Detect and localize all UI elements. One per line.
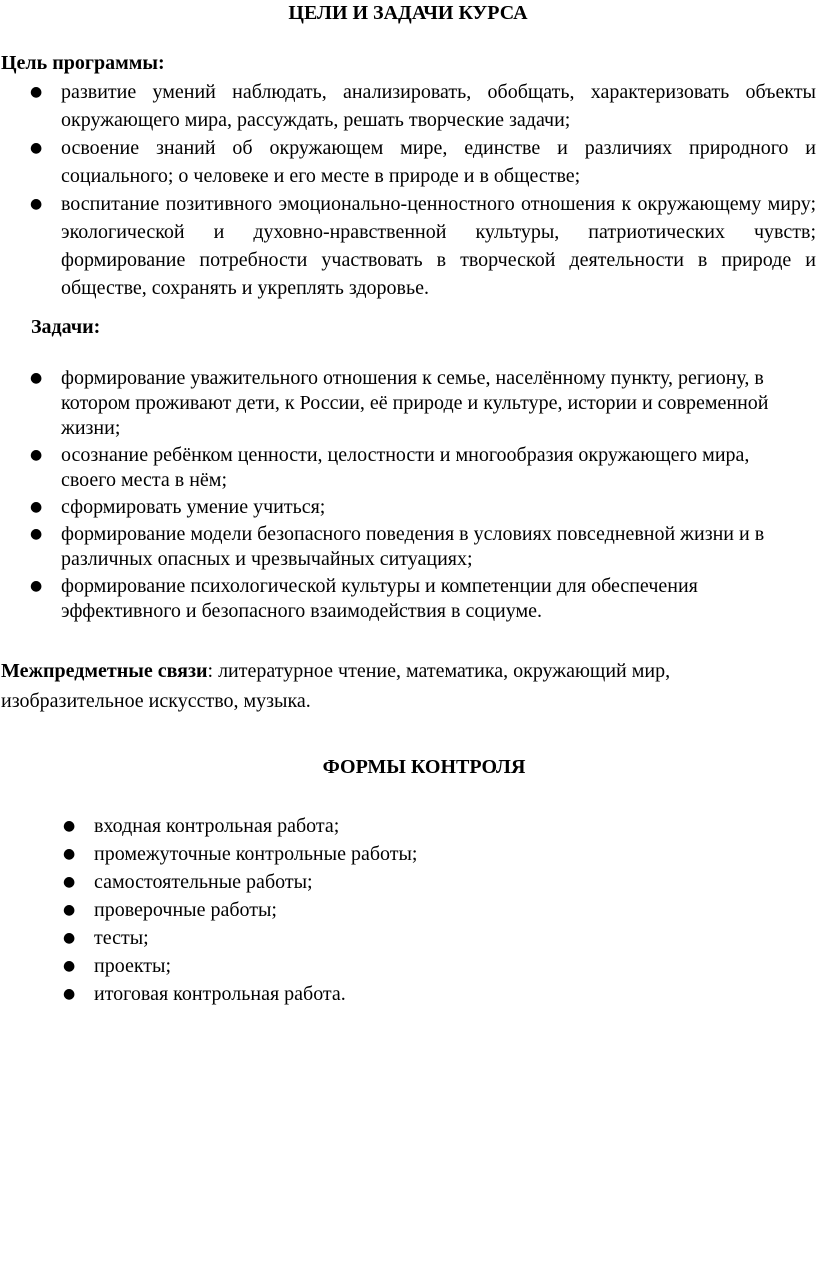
control-list [63, 812, 663, 1008]
list-item-text: проекты; [94, 955, 172, 977]
list-item [63, 840, 663, 868]
bullet-icon: ● [63, 874, 76, 890]
goal-list [30, 78, 816, 302]
list-item-text: формирование уважительного отношения к семье, населённому пункту, региону, в котором проживают дети, к России, её природе и культуре, истории и современной жизни; [61, 367, 769, 439]
list-item [63, 952, 663, 980]
tasks-list [30, 366, 800, 626]
list-item-text: проверочные работы; [94, 899, 277, 921]
list-item [63, 896, 663, 924]
bullet-icon: ● [63, 930, 76, 946]
bullet-icon: ● [63, 986, 76, 1002]
list-item-text: формирование психологической культуры и компетенции для обеспечения эффективного и безопасного взаимодействия в социуме. [61, 575, 698, 622]
list-item [30, 78, 816, 134]
bullet-icon: ● [30, 578, 43, 594]
list-item-text: формирование модели безопасного поведения в условиях повседневной жизни и в различных опасных и чрезвычайных ситуациях; [61, 523, 765, 570]
goal-heading: Цель программы: [1, 52, 165, 74]
list-item [30, 522, 800, 572]
tasks-heading: Задачи: [31, 316, 101, 338]
list-item-text: сформировать умение учиться; [61, 496, 326, 518]
bullet-icon: ● [30, 447, 43, 463]
bullet-icon: ● [30, 370, 43, 386]
bullet-icon: ● [63, 902, 76, 918]
list-item [63, 980, 663, 1008]
bullet-icon: ● [63, 846, 76, 862]
page-title: ЦЕЛИ И ЗАДАЧИ КУРСА [288, 2, 528, 24]
list-item [63, 924, 663, 952]
list-item [30, 574, 800, 624]
interdisciplinary-text: литературное чтение, математика, окружающий мир, изобразительное искусство, музыка. [1, 660, 671, 712]
list-item-text: итоговая контрольная работа. [94, 983, 346, 1005]
list-item-text: тесты; [94, 927, 149, 949]
list-item-text: промежуточные контрольные работы; [94, 843, 418, 865]
bullet-icon: ● [30, 140, 43, 156]
list-item [30, 134, 816, 190]
bullet-icon: ● [30, 84, 43, 100]
bullet-icon: ● [63, 818, 76, 834]
bullet-icon: ● [30, 196, 43, 212]
bullet-icon: ● [30, 499, 43, 515]
control-title: ФОРМЫ КОНТРОЛЯ [322, 756, 526, 778]
list-item-text: входная контрольная работа; [94, 815, 340, 837]
list-item [63, 868, 663, 896]
list-item-text: воспитание позитивного эмоционально-ценностного отношения к окружающему миру; экологической и духовно-нравственной культуры, патриотических чувств; формирование потребности участвовать в творческой деятельности в природе и обществе, сохранять и укреплять здоровье. [61, 193, 816, 299]
bullet-icon: ● [30, 526, 43, 542]
list-item [30, 443, 800, 493]
list-item [30, 190, 816, 302]
list-item-text: освоение знаний об окружающем мире, единстве и различиях природного и социального; о человеке и его месте в природе и в обществе; [61, 137, 816, 187]
list-item [30, 366, 800, 441]
list-item [63, 812, 663, 840]
list-item-text: осознание ребёнком ценности, целостности и многообразия окружающего мира, своего места в нём; [61, 444, 750, 491]
list-item-text: развитие умений наблюдать, анализировать, обобщать, характеризовать объекты окружающего мира, рассуждать, решать творческие задачи; [61, 81, 816, 131]
list-item [30, 495, 800, 520]
bullet-icon: ● [63, 958, 76, 974]
list-item-text: самостоятельные работы; [94, 871, 313, 893]
interdisciplinary-paragraph [1, 656, 781, 716]
interdisciplinary-separator: : [207, 660, 214, 682]
interdisciplinary-label: Межпредметные связи [1, 660, 208, 682]
